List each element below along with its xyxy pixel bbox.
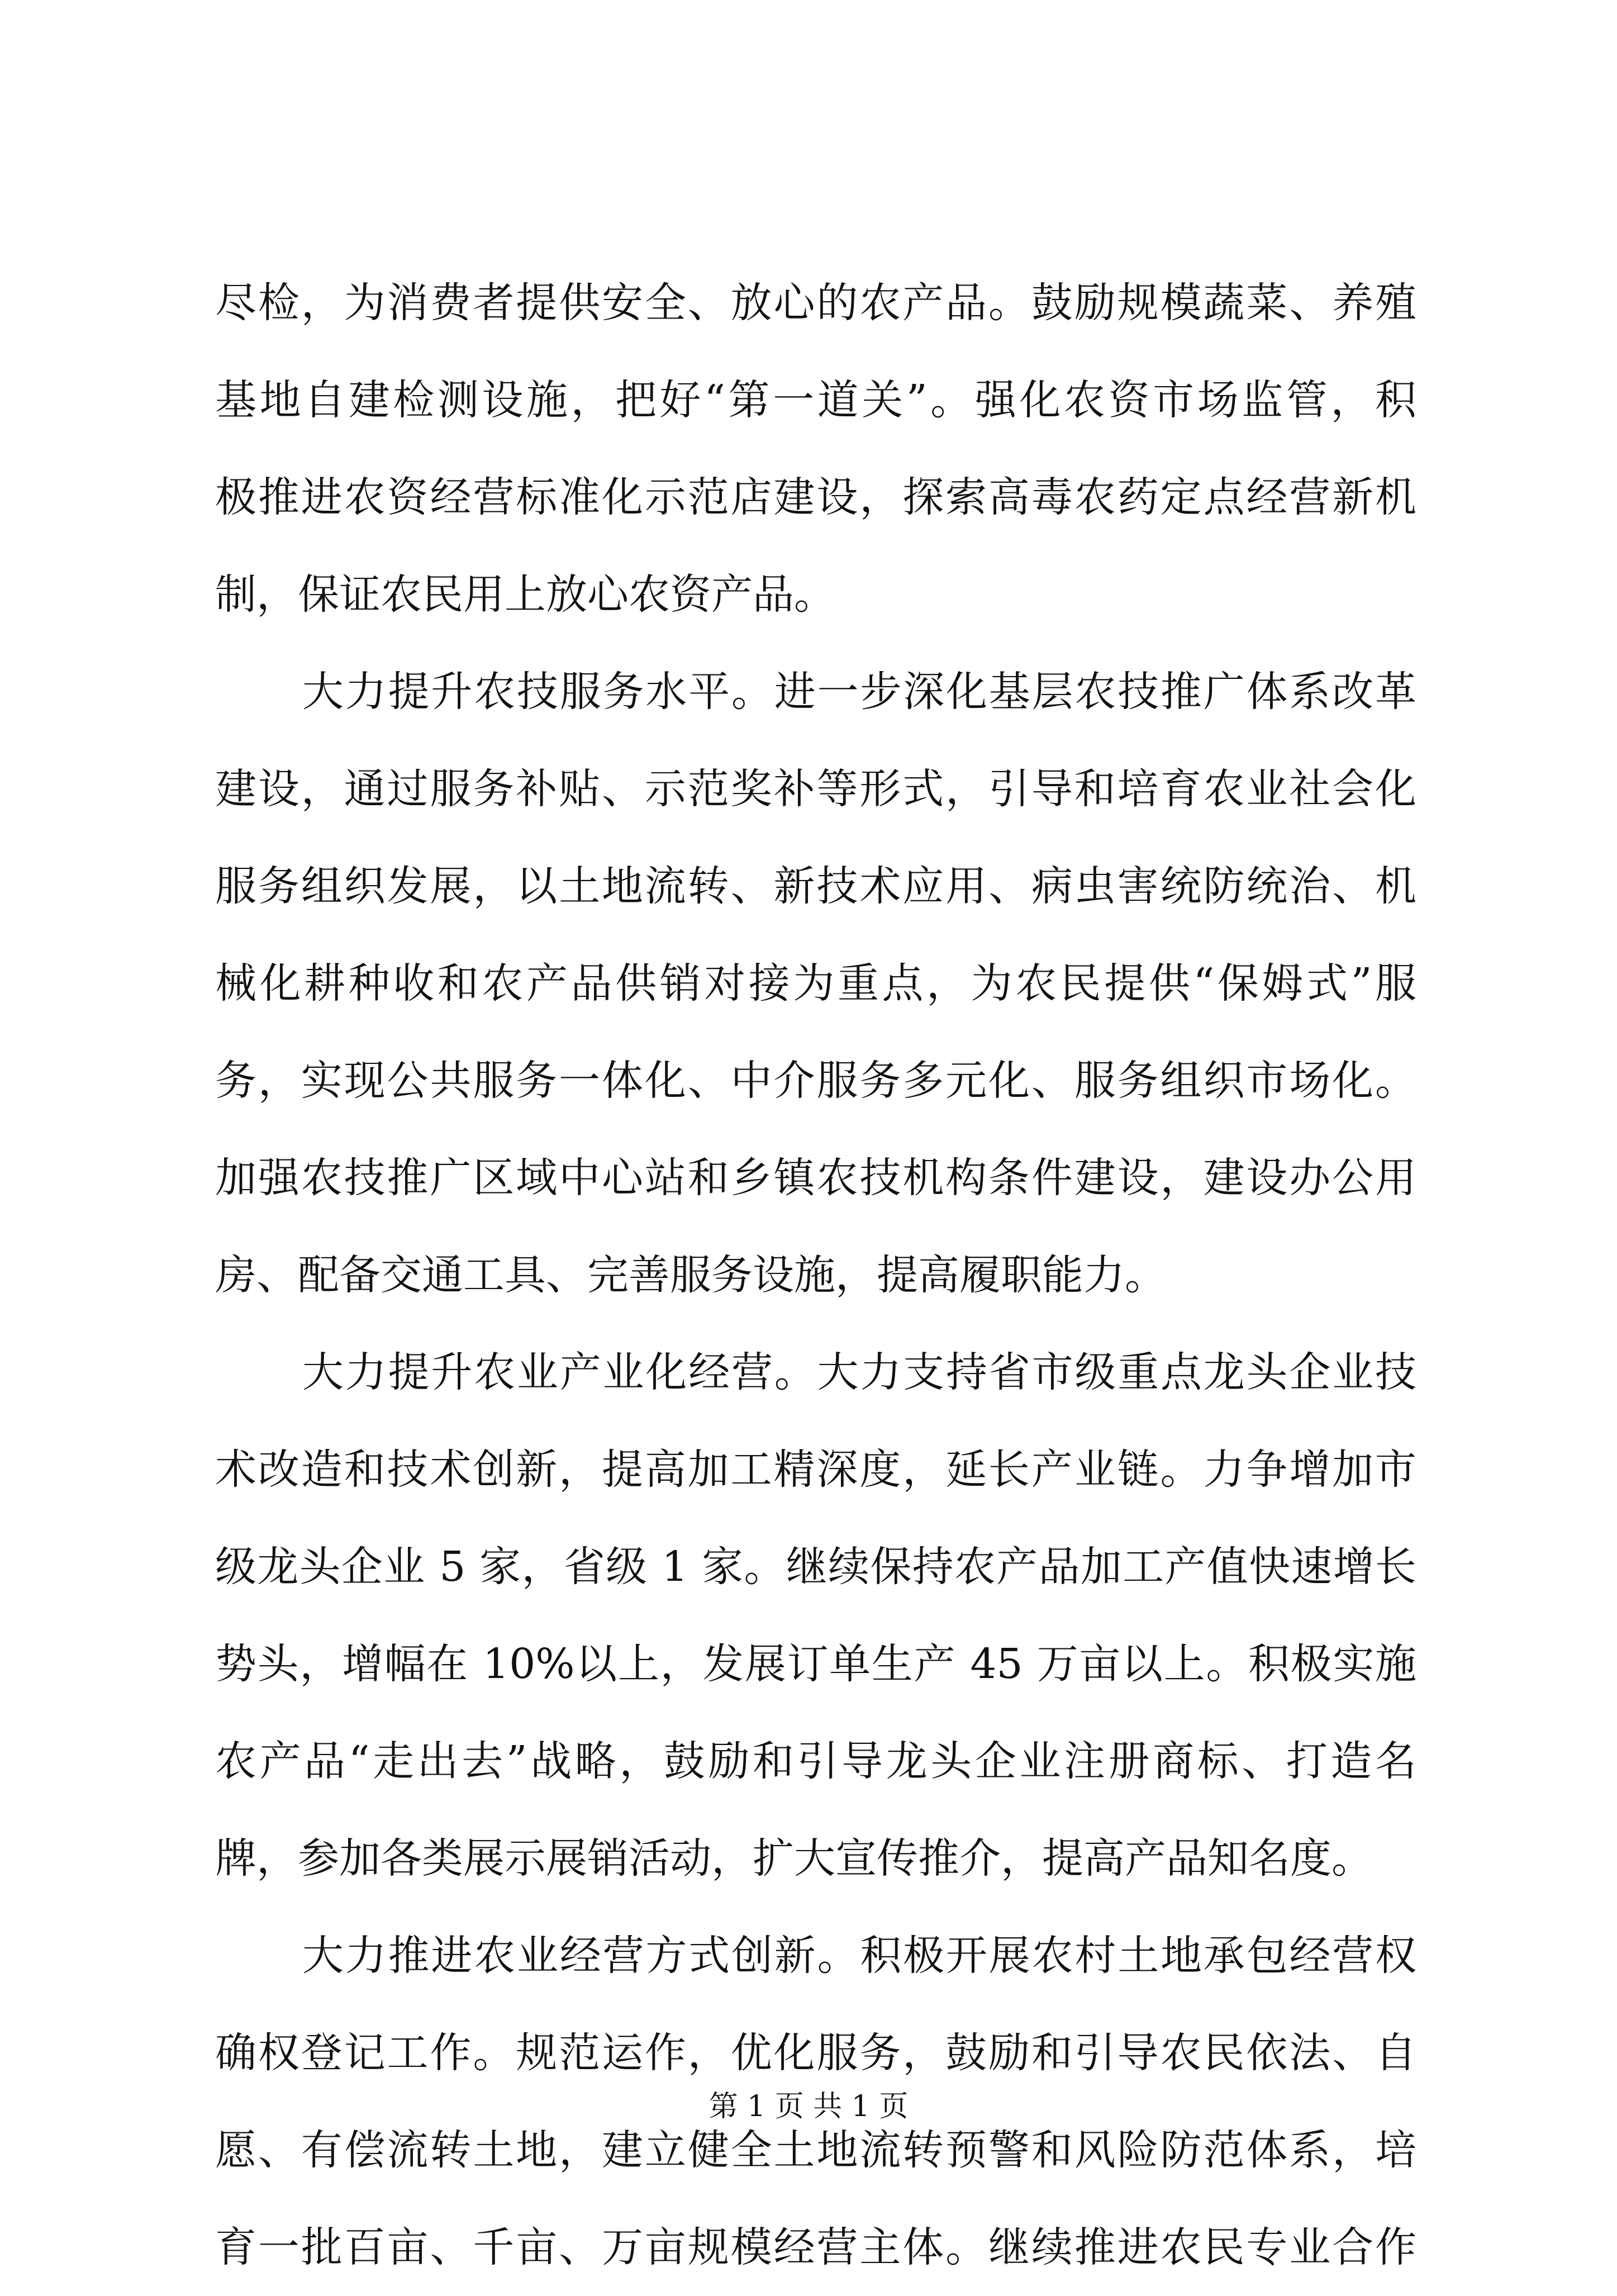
document-body [215, 254, 1416, 2296]
text-line: 加强农技推广区域中心站和乡镇农技机构条件建设，建设办公用 [215, 1154, 1416, 1202]
paragraph-heading-line: 大力提升农业产业化经营。大力支持省市级重点龙头企业技 [302, 1348, 1416, 1396]
text-line: 术改造和技术创新，提高加工精深度，延长产业链。力争增加市 [215, 1446, 1416, 1494]
text-line: 势头，增幅在 10%以上，发展订单生产 45 万亩以上。积极实施 [215, 1640, 1416, 1688]
text-line: 牌，参加各类展示展销活动，扩大宣传推介，提高产品知名度。 [215, 1834, 1373, 1883]
text-line: 械化耕种收和农产品供销对接为重点，为农民提供“保姆式”服 [215, 959, 1416, 1007]
text-line: 极推进农资经营标准化示范店建设，探索高毒农药定点经营新机 [215, 473, 1416, 521]
paragraph-heading-line: 大力推进农业经营方式创新。积极开展农村土地承包经营权 [302, 1932, 1416, 1980]
text-line: 级龙头企业 5 家，省级 1 家。继续保持农产品加工产值快速增长 [215, 1543, 1416, 1591]
text-line: 服务组织发展，以土地流转、新技术应用、病虫害统防统治、机 [215, 862, 1416, 910]
text-line: 基地自建检测设施，把好“第一道关”。强化农资市场监管，积 [215, 376, 1416, 424]
page-footer [0, 2084, 1617, 2129]
page-number-label: 第 1 页 共 1 页 [708, 2090, 909, 2123]
text-line: 愿、有偿流转土地，建立健全土地流转预警和风险防范体系，培 [215, 2126, 1416, 2174]
paragraph-heading-line: 大力提升农技服务水平。进一步深化基层农技推广体系改革 [302, 668, 1416, 716]
text-line: 农产品“走出去”战略，鼓励和引导龙头企业注册商标、打造名 [215, 1737, 1416, 1785]
text-line: 尽检，为消费者提供安全、放心的农产品。鼓励规模蔬菜、养殖 [215, 279, 1416, 327]
text-line: 育一批百亩、千亩、万亩规模经营主体。继续推进农民专业合作 [215, 2223, 1416, 2271]
text-line: 制，保证农民用上放心农资产品。 [215, 571, 835, 619]
text-line: 房、配备交通工具、完善服务设施，提高履职能力。 [215, 1251, 1166, 1299]
text-line: 建设，通过服务补贴、示范奖补等形式，引导和培育农业社会化 [215, 765, 1416, 813]
text-line: 务，实现公共服务一体化、中介服务多元化、服务组织市场化。 [215, 1057, 1416, 1105]
text-line: 确权登记工作。规范运作，优化服务，鼓励和引导农民依法、自 [215, 2029, 1416, 2077]
